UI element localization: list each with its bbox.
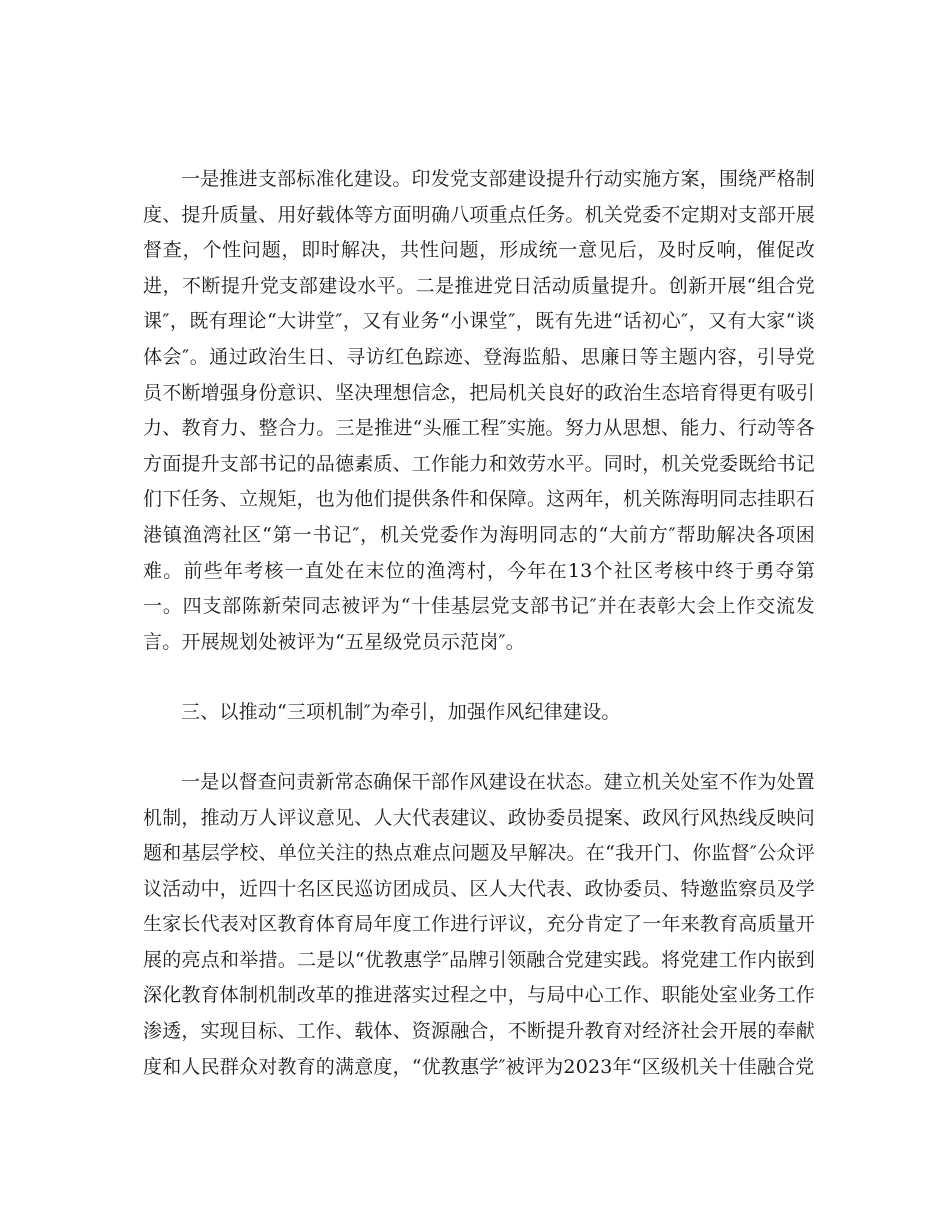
section-heading-three-mechanisms: 三、以推动“三项机制″为牵引，加强作风纪律建设。 <box>181 701 621 724</box>
paragraph-spacer <box>143 731 815 765</box>
paragraph-branch-standardization: 一是推进支部标准化建设。印发党支部建设提升行动实施方案，围绕严格制度、提升质量、用好载体等方面明确八项重点任务。机关党委不定期对支部开展督查，个性问题，即时解决，共性问题，形成统一意见后，及时反响，催促改进，不断提升党支部建设水平。二是推进党日活动质量提升。创新开展“组合党课″，既有理论“大讲堂″，又有业务“小课堂″，既有先进“话初心″，又有大家“谈体会″。通过政治生日、寻访红色踪迹、登海监船、思廉日等主题内容，引导党员不断增强身份意识、坚决理想信念，把局机关良好的政治生态培育得更有吸引力、教育力、整合力。三是推进“头雁工程″实施。努力从思想、能力、行动等各方面提升支部书记的品德素质、工作能力和效劳水平。同时，机关党委既给书记们下任务、立规矩，也为他们提供条件和保障。这两年，机关陈海明同志挂职石港镇渔湾社区“第一书记″，机关党委作为海明同志的“大前方″帮助解决各项困难。前些年考核一直处在末位的渔湾村，今年在13个社区考核中终于勇夺第一。四支部陈新荣同志被评为“十佳基层党支部书记″并在表彰大会上作交流发言。开展规划处被评为“五星级党员示范岗″。 <box>143 168 816 653</box>
paragraph-spacer <box>143 660 815 695</box>
paragraph-supervision-accountability: 一是以督查问责新常态确保干部作风建设在状态。建立机关处室不作为处置机制，推动万人评议意见、人大代表建议、政协委员提案、政风行风热线反映问题和基层学校、单位关注的热点难点问题及早解决。在“我开门、你监督″公众评议活动中，近四十名区民巡访团成员、区人大代表、政协委员、特邀监察员及学生家长代表对区教育体育局年度工作进行评议，充分肯定了一年来教育高质量开展的亮点和举措。二是以“优教惠学″品牌引领融合党建实践。将党建工作内嵌到深化教育体制机制改革的推进落实过程之中，与局中心工作、职能处室业务工作渗透，实现目标、工作、载体、资源融合，不断提升教育对经济社会开展的奉献度和人民群众对教育的满意度，“优教惠学″被评为2023年“区级机关十佳融合党 <box>143 770 816 1078</box>
document-body <box>143 162 815 1085</box>
